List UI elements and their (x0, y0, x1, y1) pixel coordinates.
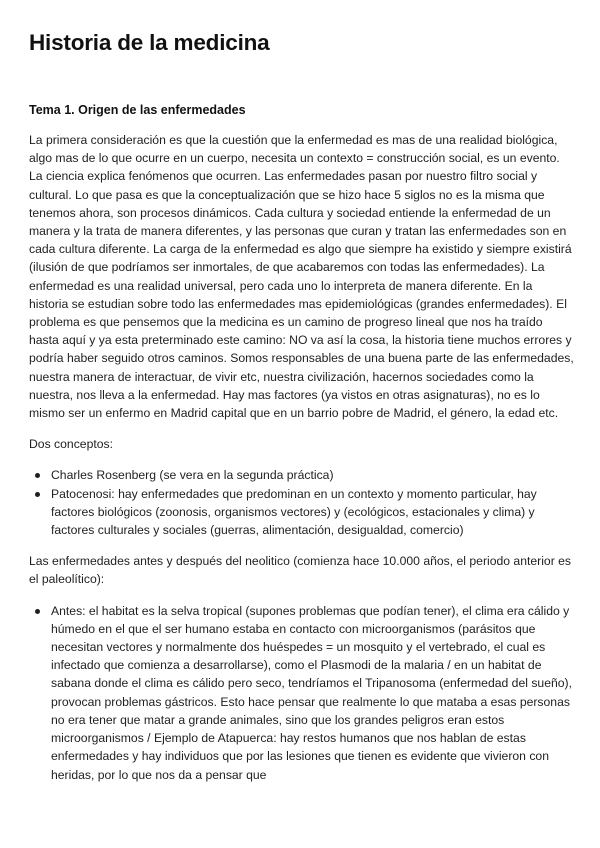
list-item-text: Antes: el habitat es la selva tropical (supones problemas que podían tener), el clima era cálido y húmedo en el que el ser humano estaba en contacto con microorganismos (parásitos que necesitan vectores y normalmente dos huéspedes = un mosquito y el vertebrado, el cual es infectado que comienza a desarrollarse), como el Plasmodi de la malaria / en un habitat de sabana donde el clima es cálido pero seco, tendríamos el Tripanosoma (enfermedad del sueño), provocan problemas gástricos. Esto hace pensar que realmente lo que mataba a esas personas no era tener que matar a grande animales, sino que los grandes peligros eran estos microorganismos / Ejemplo de Atapuerca: hay restos humanos que nos hablan de estas enfermedades y hay individuos que por las lesiones que tienen es evidente que vivieron con heridas, por lo que nos da a pensar que (51, 603, 572, 782)
list-item-text: Charles Rosenberg (se vera en la segunda práctica) (51, 468, 334, 483)
concepts-list (29, 466, 574, 539)
list-item (29, 466, 574, 484)
bullet-icon (35, 609, 40, 614)
intro-paragraph: La primera consideración es que la cuestión que la enfermedad es mas de una realidad biológica, algo mas de lo que ocurre en un cuerpo, necesita un contexto = construcción social, es un evento. La ciencia explica fenómenos que ocurren. Las enfermedades pasan por nuestro filtro social y cultural. Lo que pasa es que la conceptualización que se hizo hace 5 siglos no es la misma que tenemos ahora, son procesos dinámicos. Cada cultura y sociedad entiende la enfermedad de un manera y la trata de manera diferentes, y las personas que curan y tratan las enfermedades son en cada cultura diferente. La carga de la enfermedad es algo que siempre ha existido y siempre existirá (ilusión de que podríamos ser inmortales, de que acabaremos con todas las enfermedades). La enfermedad es una realidad universal, pero cada uno lo interpreta de manera diferente. En la historia se estudian sobre todo las enfermedades mas epidemiológicas (grandes enfermedades). El problema es que pensemos que la medicina es un camino de progreso lineal que nos ha traído hasta aquí y ya esta preterminado este camino: NO va así la cosa, la historia tiene muchos errores y podría haber seguido otros caminos. Somos responsables de una buena parte de las enfermedades, nuestra manera de interactuar, de vivir etc, nuestra civilización, hacernos sociedades como la nuestra, nos lleva a la enfermedad. Hay mas factores (ya vistos en otras asignaturas), no es lo mismo ser un enfermo en Madrid capital que en un barrio pobre de Madrid, el género, la edad etc. (29, 133, 574, 421)
bullet-icon (35, 492, 40, 497)
list-item (29, 602, 574, 784)
document-title: Historia de la medicina (29, 30, 270, 55)
section-origen-enfermedades (29, 101, 574, 797)
list-item (29, 485, 574, 540)
section-heading: Tema 1. Origen de las enfermedades (29, 103, 246, 117)
list-item-text: Patocenosi: hay enfermedades que predominan en un contexto y momento particular, hay factores biológicos (zoonosis, organismos vectores) y (ecológicos, estacionales y clima) y factores culturales y sociales (guerras, alimentación, desigualdad, comercio) (51, 486, 537, 538)
periods-list (29, 602, 574, 784)
bullet-icon (35, 473, 40, 478)
neolithic-intro: Las enfermedades antes y después del neolitico (comienza hace 10.000 años, el periodo anterior es el paleolítico): (29, 554, 572, 587)
concepts-intro: Dos conceptos: (29, 437, 114, 452)
